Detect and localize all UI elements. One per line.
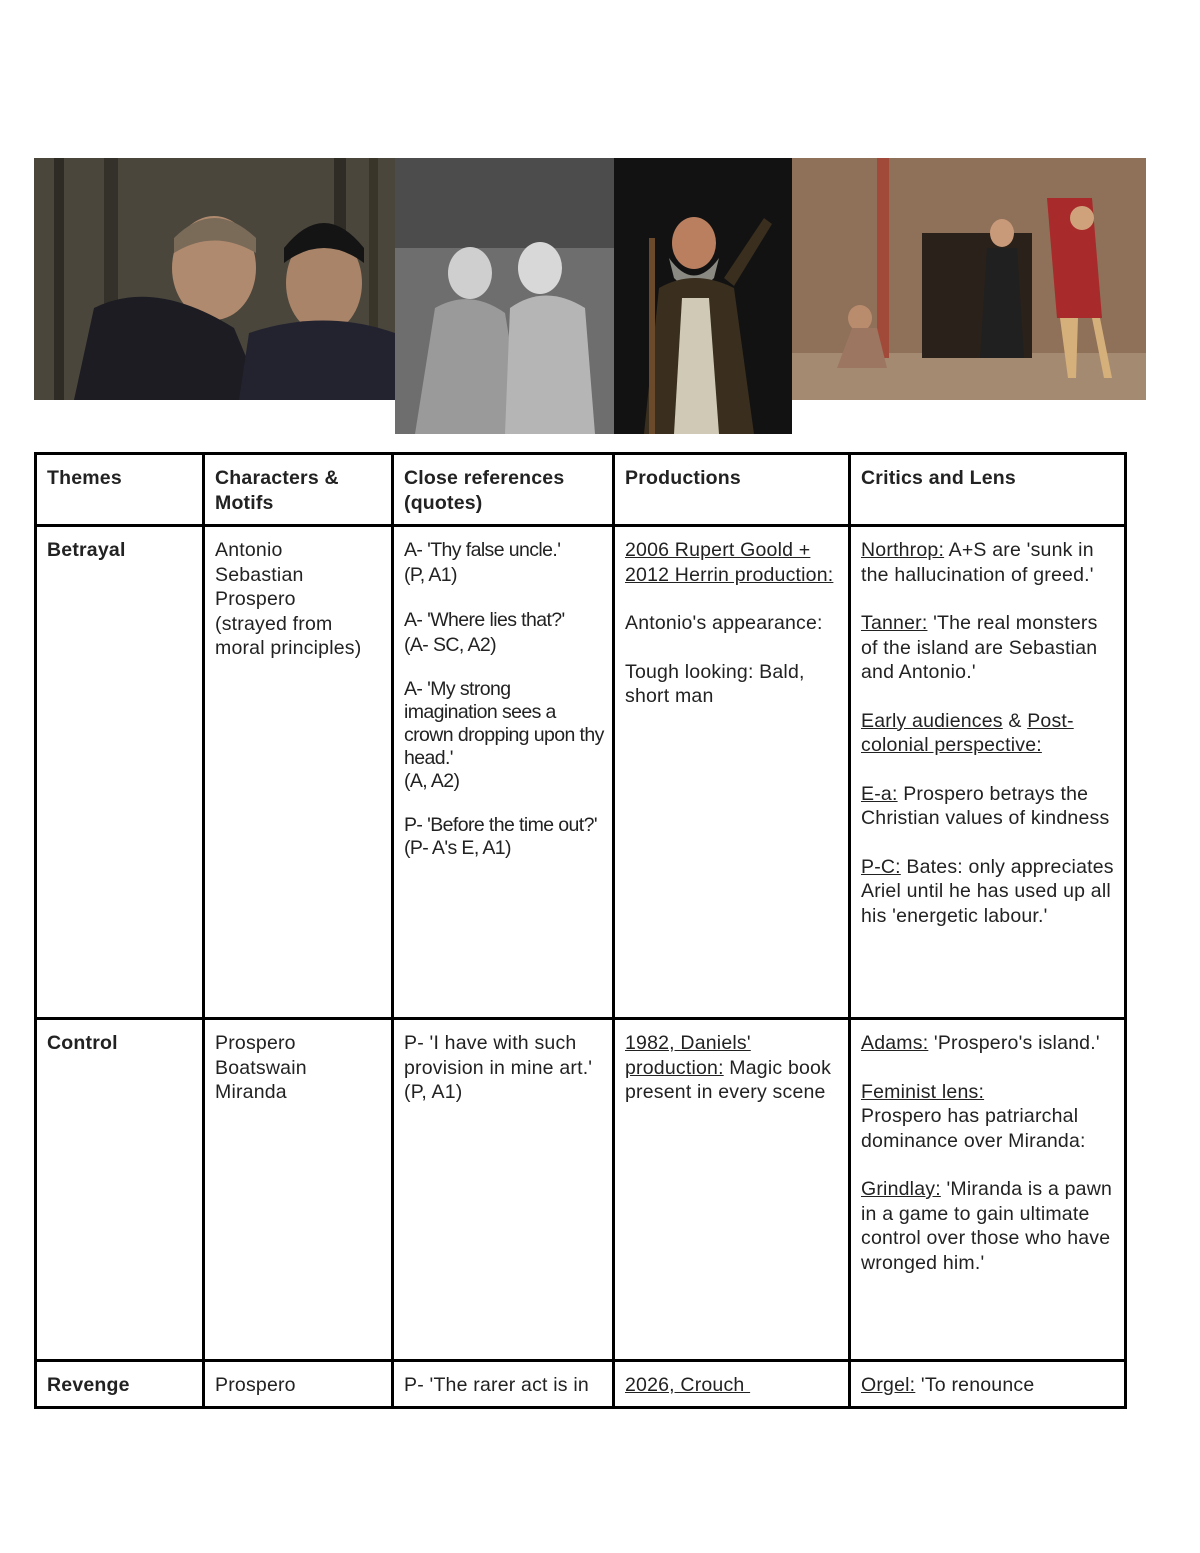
critics-revenge [850,1361,1126,1408]
quotes-control [393,1019,614,1361]
theme-control: Control [36,1019,204,1361]
character-item: Antonio [215,539,283,561]
critic-label: Tanner: [861,612,928,634]
lens-label: E-a: [861,782,898,805]
lens-text: Bates: only appreciates Ariel until he has used up all his 'energetic labour.' [861,855,1114,927]
character-item: Prospero [215,588,296,610]
production-note: Magic book present in every scene [625,1056,832,1103]
table-header-row [36,454,1126,526]
character-item: Boatswain [215,1056,307,1079]
quote-item: A- 'Where lies that?' (A- SC, A2) [404,609,565,656]
characters-revenge [204,1361,393,1408]
table-row-betrayal [36,526,1126,1019]
quotes-betrayal [393,526,614,1019]
critic-quote: 'To renounce [915,1374,1035,1396]
quotes-revenge [393,1361,614,1408]
critic-label: Adams: [861,1032,929,1054]
critic-label: Northrop: [861,539,945,561]
quote-item: P- 'I have with such provision in mine art.' (P, A1) [404,1032,593,1103]
lens-text: Prospero has patriarchal dominance over Miranda: [861,1105,1086,1152]
critic-tanner [861,611,1114,685]
header-critics-lens: Critics and Lens [850,454,1126,526]
critics-control [850,1019,1126,1361]
critic-grindlay [861,1177,1114,1275]
productions-control [614,1019,850,1361]
production-control [625,1031,838,1105]
critic-label: Orgel: [861,1374,916,1396]
theme-revenge: Revenge [36,1361,204,1408]
header-characters-motifs [204,454,393,526]
productions-revenge [614,1361,850,1408]
lens-early-audiences: Early audiences [861,709,1003,732]
lens-label: Feminist lens: [861,1080,985,1103]
lens-label: P-C: [861,855,901,878]
lens-heading [861,709,1114,758]
lens-early-audiences-note [861,782,1114,831]
photo-globe-stage [792,158,1146,400]
header-themes: Themes [36,454,204,526]
quote-item: A- 'Thy false uncle.' (P, A1) [404,539,561,586]
production-reference: 1982, Daniels' production: [625,1032,751,1079]
critic-label: Grindlay: [861,1178,941,1200]
themes-table [34,452,1127,1409]
character-item: Prospero [215,1032,296,1054]
production-reference: 2006 Rupert Goold + 2012 Herrin production: [625,539,834,586]
character-note: moral principles) [215,637,362,659]
critic-quote: 'Miranda is a pawn in a game to gain ultimate control over those who have wronged him.' [861,1178,1113,1274]
lens-post-colonial-note [861,855,1114,929]
production-note: Tough looking: Bald, short man [625,660,805,707]
critics-betrayal [850,526,1126,1019]
character-item: Sebastian [215,563,304,586]
photo-prospero-staff [614,158,792,434]
header-close-references [393,454,614,526]
characters-control [204,1019,393,1361]
photo-miranda-ferdinand [395,158,614,434]
lens-text: Prospero betrays the Christian values of kindness [861,782,1110,829]
productions-betrayal [614,526,850,1019]
character-item: Prospero [215,1374,296,1396]
quote-item: A- 'My strong imagination sees a crown dropping upon thy head.' (A, A2) [404,678,604,792]
lens-post-colonial: Post-colonial perspective: [861,709,1074,756]
character-item: Miranda [215,1081,287,1103]
critic-quote: A+S are 'sunk in the hallucination of greed.' [861,539,1094,586]
quote-item: P- 'The rarer act is in [404,1374,589,1396]
quote-item: P- 'Before the time out?' (P- A's E, A1) [404,814,597,859]
critic-northrop [861,538,1114,587]
critic-quote: 'Prospero's island.' [928,1032,1100,1054]
table-row-control [36,1019,1126,1361]
lens-feminist [861,1080,1114,1154]
table-row-revenge [36,1361,1126,1408]
critic-quote: 'The real monsters of the island are Sebastian and Antonio.' [861,612,1098,683]
production-note: Antonio's appearance: [625,612,823,634]
characters-betrayal [204,526,393,1019]
photo-antonio-sebastian [34,158,395,400]
header-characters-text: Characters & Motifs [215,467,339,514]
critic-adams [861,1031,1114,1056]
header-close-references-text: Close references (quotes) [404,467,565,514]
character-note: (strayed from [215,612,333,635]
production-reference: 2026, Crouch [625,1374,751,1396]
lens-ampersand: & [1002,709,1028,732]
header-productions: Productions [614,454,850,526]
theme-betrayal: Betrayal [36,526,204,1019]
